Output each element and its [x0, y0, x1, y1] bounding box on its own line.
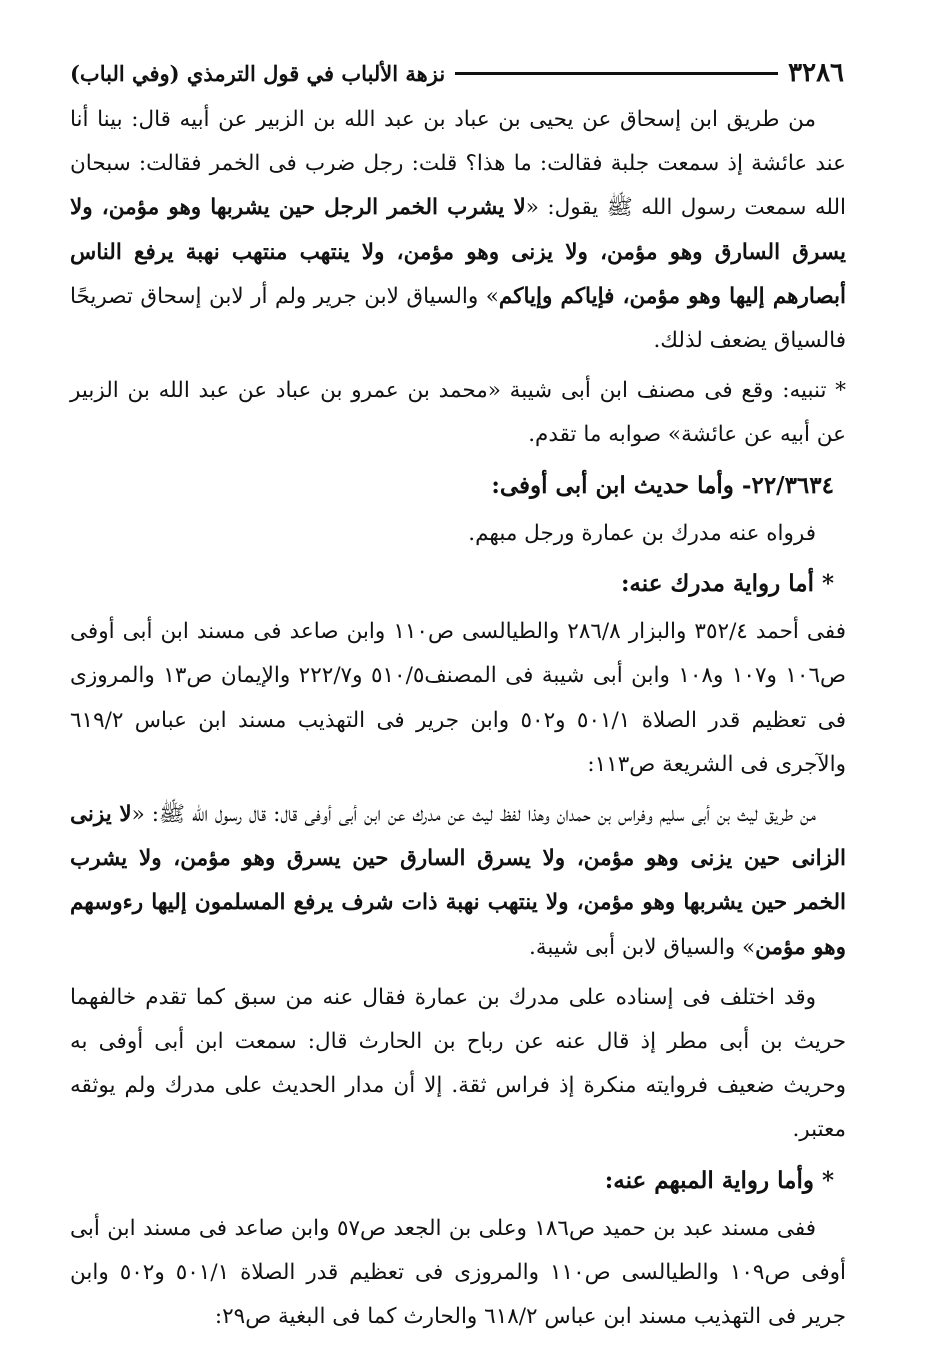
- subsection-heading-mubham: * وأما رواية المبهم عنه:: [604, 1166, 834, 1194]
- paragraph-sources-mubham: ففى مسند عبد بن حميد ص١٨٦ وعلى بن الجعد ص٥٧ وابن صاعد فى مسند ابن أبى أوفى ص١٠٩ والطيالسى ص١١٠ والمروزى فى تعظيم قدر الصلاة ٥٠١/١ و٥٠٢ وابن جرير فى التهذيب مسند ابن عباس ٦١٨/٢ والحارث كما فى البغية ص٢٩:: [70, 1215, 846, 1330]
- paragraph-narrators: فرواه عنه مدرك بن عمارة ورجل مبهم.: [468, 520, 816, 546]
- page-number: ٣٢٨٦: [788, 58, 844, 88]
- paragraph-text: » والسياق لابن أبى شيبة.: [529, 934, 756, 960]
- page-body: [70, 98, 846, 1345]
- running-title: نزهة الألباب في قول الترمذي (وفي الباب): [70, 60, 446, 86]
- paragraph-layth-route: [70, 793, 846, 970]
- paragraph-sources-mudrik: ففى أحمد ٣٥٢/٤ والبزار ٢٨٦/٨ والطيالسى ص١١٠ وابن صاعد فى مسند ابن أبى أوفى ص١٠٦ و١٠٧ و١٠٨ وابن أبى شيبة فى المصنف٥١٠/٥ و٢٢٢/٧ والإيمان ص١٣ والمروزى فى تعظيم قدر الصلاة ٥٠١/١ و٥٠٢ وابن جرير فى التهذيب مسند ابن عباس ٦١٩/٢ والآجرى فى الشريعة ص١١٣:: [70, 619, 846, 777]
- hadith-text: لا يزنى الزانى حين يزنى وهو مؤمن، ولا يسرق السارق حين يسرق وهو مؤمن، ولا يشرب الخمر حين يشربها وهو مؤمن، ولا ينتهب نهبة ذات شرف يرفع المسلمون إليها رءوسهم وهو مؤمن: [70, 802, 846, 960]
- paragraph-ibn-ishaq-route: [70, 98, 846, 363]
- paragraph-note: * تنبيه: وقع فى مصنف ابن أبى شيبة «محمد بن عمرو بن عباد عن عبد الله بن الزبير عن أبيه عن عائشة» صوابه ما تقدم.: [70, 378, 846, 448]
- hadith-text: لا يشرب الخمر الرجل حين يشربها وهو مؤمن، ولا يسرق السارق وهو مؤمن، ولا يزنى وهو مؤمن، ولا ينتهب منتهب نهبة يرفع الناس أبصارهم إليها وهو مؤمن، فإياكم وإياكم: [70, 195, 846, 309]
- subsection-heading-mudrik: * أما رواية مدرك عنه:: [620, 570, 834, 598]
- paragraph-text: » والسياق لابن جرير ولم أر لابن إسحاق تصريحًا فالسياق يضعف لذلك.: [70, 283, 846, 354]
- paragraph-isnad-discussion: وقد اختلف فى إسناده على مدرك بن عمارة فقال عنه من سبق كما تقدم خالفهما حريث بن أبى مطر إذ قال عنه عن رباح بن الحارث قال: سمعت ابن أبى أوفى به وحريث ضعيف فروايته منكرة إذ فراس ثقة. إلا أن مدار الحديث على مدرك ولم يوثقه معتبر.: [70, 984, 846, 1143]
- section-heading: ٢٢/٣٦٣٤- وأما حديث ابن أبى أوفى:: [491, 471, 834, 499]
- paragraph-text: من طريق ليث بن أبى سليم وفراس بن حمدان وهذا لفظ ليث عن مدرك عن ابن أبى أوفى قال: قال رسول الله ﷺ: «: [131, 802, 817, 828]
- page-header: [70, 56, 844, 90]
- paragraph-text: من طريق ابن إسحاق عن يحيى بن عباد بن عبد الله بن الزبير عن أبيه قال: بينا أنا عند عائشة إذ سمعت جلبة فقالت: ما هذا؟ قلت: رجل ضرب فى الخمر فقالت: سبحان الله سمعت رسول الله ﷺ يقول: «: [70, 107, 846, 221]
- header-rule: [455, 72, 778, 75]
